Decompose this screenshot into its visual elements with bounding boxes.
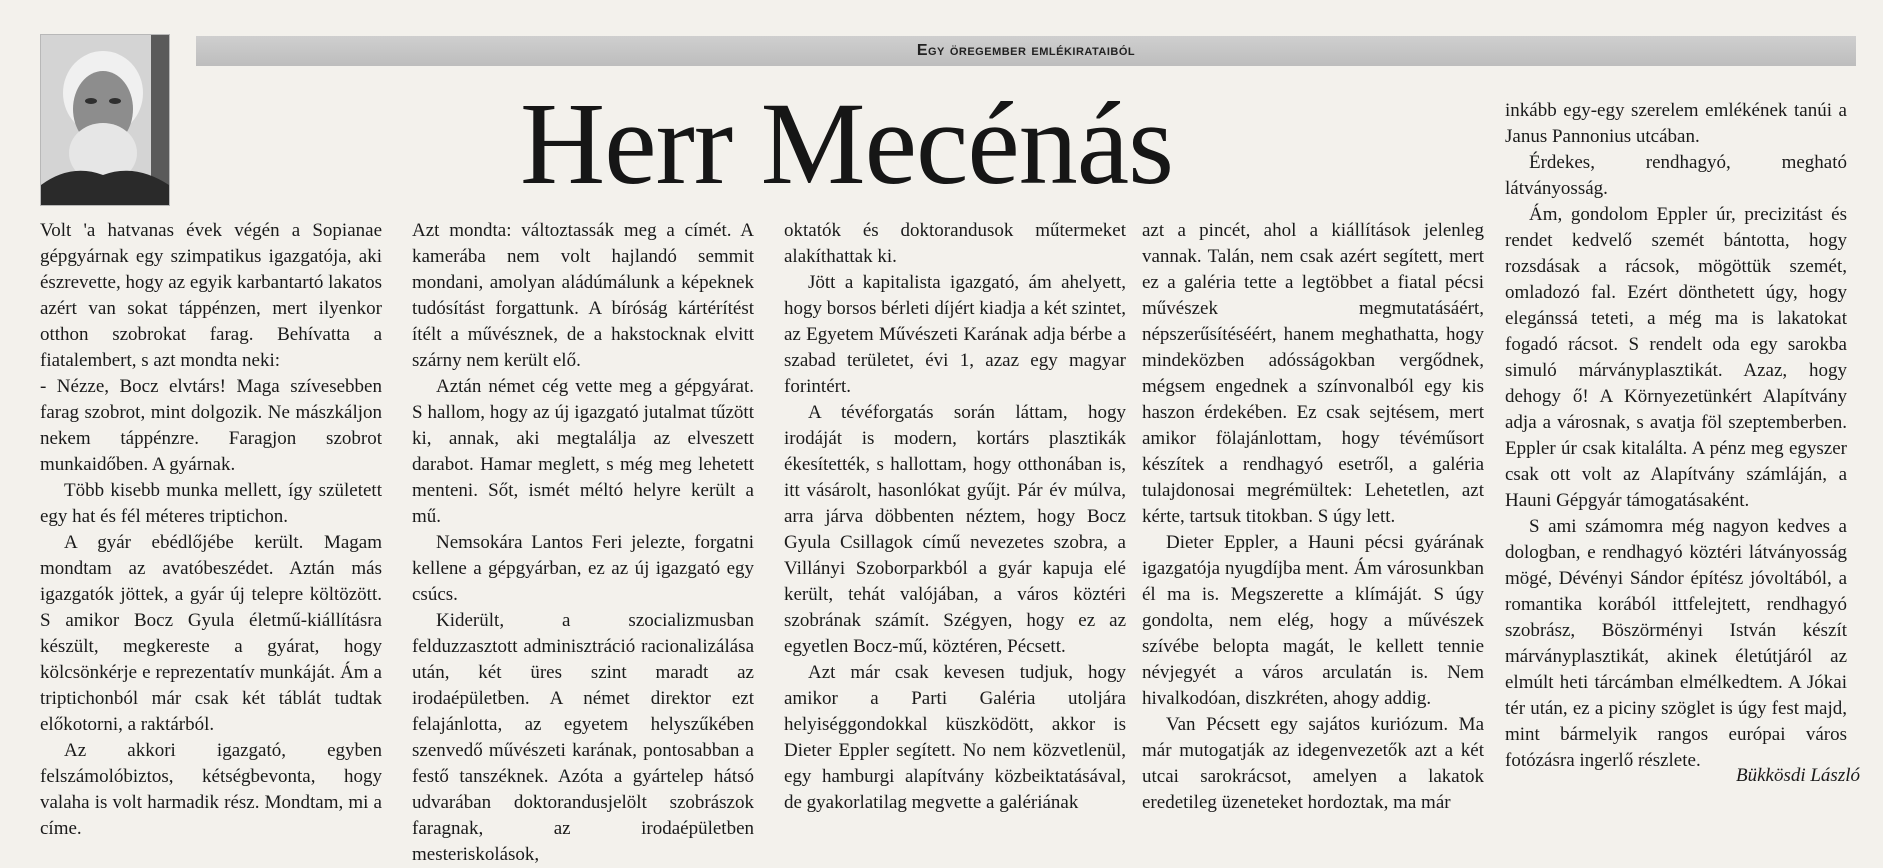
paragraph: Több kisebb munka mellett, így született egy hat és fél méteres triptichon.: [40, 480, 382, 527]
paragraph: Nemsokára Lantos Feri jelezte, forgatni kellene a gépgyárban, ez az új igazgató egy csúcs.: [412, 532, 754, 605]
paragraph: inkább egy-egy szerelem emlékének tanúi a Janus Pannonius utcában.: [1505, 100, 1847, 147]
article-column-4: [1142, 218, 1484, 816]
article-column-3: [784, 218, 1126, 816]
article-column-2: [412, 218, 754, 868]
paragraph: Kiderült, a szocializmusban felduzzasztott adminisztráció racionalizálása után, két üres szint maradt az irodaépületben. A német direktor ezt felajánlotta, az egyetem helyszűkében szenvedő művészeti karának, pontosabban a festő tanszéknek. Azóta a gyártelep hátsó udvarában doktorandusjelölt szobrászok faragnak, az irodaépületben mesteriskolások,: [412, 610, 754, 865]
paragraph: Érdekes, rendhagyó, megható látványosság.: [1505, 152, 1847, 199]
paragraph: A gyár ebédlőjébe került. Magam mondtam az avatóbeszédet. Aztán más igazgatók jöttek, a gyár új telepre költözött. S amikor Bocz Gyula életmű-kiállításra készült, megkereste a gyárat, hogy kölcsönkérje e reprezentatív munkáját. Ám a triptichonból már csak két táblát tudtak előkotorni, a raktárból.: [40, 532, 382, 735]
article-column-1: [40, 218, 382, 842]
paragraph: A tévéforgatás során láttam, hogy irodáját is modern, kortárs plasztikák ékesítették, s hallottam, hogy otthonában is, itt vásárolt, hasonlókat gyűjt. Pár év múlva, arra járva döbbenten néztem, hogy Bocz Gyula Csillagok című nevezetes szobra, a Villányi Szoborparkból a gyár kapuja elé került, tehát valójában, a város köztéri szobrának számít. Szégyen, hogy ez az egyetlen Bocz-mű, köztéren, Pécsett.: [784, 402, 1126, 657]
section-kicker: Egy öregember emlékirataiból: [916, 42, 1136, 59]
paragraph: Azt mondta: változtassák meg a címét. A kamerába nem volt hajlandó semmit mondani, amolyan aládúmálunk a képeknek tudósítást forgattunk. A bíróság kártérítést ítélt a művésznek, de a hakstocknak elvitt szárny nem került elő.: [412, 220, 754, 371]
paragraph: Volt 'a hatvanas évek végén a Sopianae gépgyárnak egy szimpatikus igazgatója, aki észrevette, hogy az egyik karbantartó lakatos azért van sokat táppénzen, mert ilyenkor otthon szobrokat farag. Behívatta a fiatalembert, s azt mondta neki:: [40, 220, 382, 371]
paragraph: Aztán német cég vette meg a gépgyárat. S hallom, hogy az új igazgató jutalmat tűzött ki, annak, aki megtalálja az elveszett darabot. Hamar meglett, s még meg lehetett menteni. Sőt, ismét méltó helyre került a mű.: [412, 376, 754, 527]
author-portrait-icon: [41, 35, 169, 205]
author-portrait-photo: [40, 34, 170, 206]
paragraph: Az akkori igazgató, egyben felszámolóbiztos, kétségbevonta, hogy valaha is volt harmadik rész. Mondtam, mi a címe.: [40, 740, 382, 839]
paragraph: azt a pincét, ahol a kiállítások jelenleg vannak. Talán, nem csak azért segített, mert ez a galéria tette a legtöbbet a fiatal pécsi művészek megmutatásáért, népszerűsítéséért, hanem meghathatta, hogy mindeközben adósságokban vergődnek, mégsem engednek a színvonalból egy kis haszon érdekében. Ez csak sejtésem, mert amikor fölajánlottam, hogy tévéműsort készítek a rendhagyó esetről, a galéria tulajdonosai megrémültek: Lehetetlen, azt kérte, tartsuk titokban. S úgy lett.: [1142, 220, 1484, 527]
author-signature: Bükkösdi László: [1735, 765, 1860, 786]
paragraph: oktatók és doktorandusok műtermeket alakíthattak ki.: [784, 220, 1126, 267]
paragraph: Jött a kapitalista igazgató, ám ahelyett, hogy borsos bérleti díjért kiadja a két szintet, az Egyetem Művészeti Karának adja bérbe a szabad területet, évi 1, azaz egy magyar forintért.: [784, 272, 1126, 397]
paragraph: Azt már csak kevesen tudjuk, hogy amikor a Parti Galéria utoljára helyiséggondokkal küszködött, akkor is Dieter Eppler segített. No nem közvetlenül, egy hamburgi alapítvány közbeiktatásával, de gyakorlatilag megvette a galériának: [784, 662, 1126, 813]
paragraph: S ami számomra még nagyon kedves a dologban, e rendhagyó köztéri látványosság mögé, Dévényi Sándor építész jóvoltából, a romantika korából ittfelejtett, rendhagyó szobrász, Böszörményi István készít márványplasztikát, akinek életútjáról az elmúlt heti tárcámban elmélkedtem. A Jókai tér után, ez a piciny szöglet is úgy fest majd, mint bármelyik rangos európai város fotózásra ingerlő részlete.: [1505, 516, 1847, 771]
paragraph: Ám, gondolom Eppler úr, precizitást és rendet kedvelő szemét bántotta, hogy rozsdásak a rácsok, mögöttük szemét, omladozó fal. Ezért dönthetett úgy, hogy elegánssá teteti, a még ma is lakatokat fogadó rácsot. S rendelt oda egy sarokba simuló márványplasztikát. Azaz, hogy dehogy ő! A Környezetünkért Alapítvány adja a városnak, s avatja föl szeptemberben. Eppler úr csak kitalálta. A pénz meg egyszer csak ott volt az Alapítvány számláján, a Hauni Gépgyár támogatásaként.: [1505, 204, 1847, 511]
paragraph: Dieter Eppler, a Hauni pécsi gyárának igazgatója nyugdíjba ment. Ám városunkban él ma is. Megszerette a klímáját. S úgy gondolta, nem elég, hogy a művészek szívébe belopta magát, le kellett tennie névjegyét a város arculatán is. Nem hivalkodóan, diszkréten, ahogy addig.: [1142, 532, 1484, 709]
article-headline: Herr Mecénás: [520, 78, 1174, 209]
paragraph: - Nézze, Bocz elvtárs! Maga szívesebben farag szobrot, mint dolgozik. Ne mászkáljon nekem táppénzre. Faragjon szobrot munkaidőben. A gyárnak.: [40, 376, 382, 475]
article-column-5: [1505, 98, 1847, 774]
paragraph: Van Pécsett egy sajátos kuriózum. Ma már mutogatják az idegenvezetők azt a két utcai sarokrácsot, amelyen a lakatok eredetileg üzeneteket hordoztak, ma már: [1142, 714, 1484, 813]
